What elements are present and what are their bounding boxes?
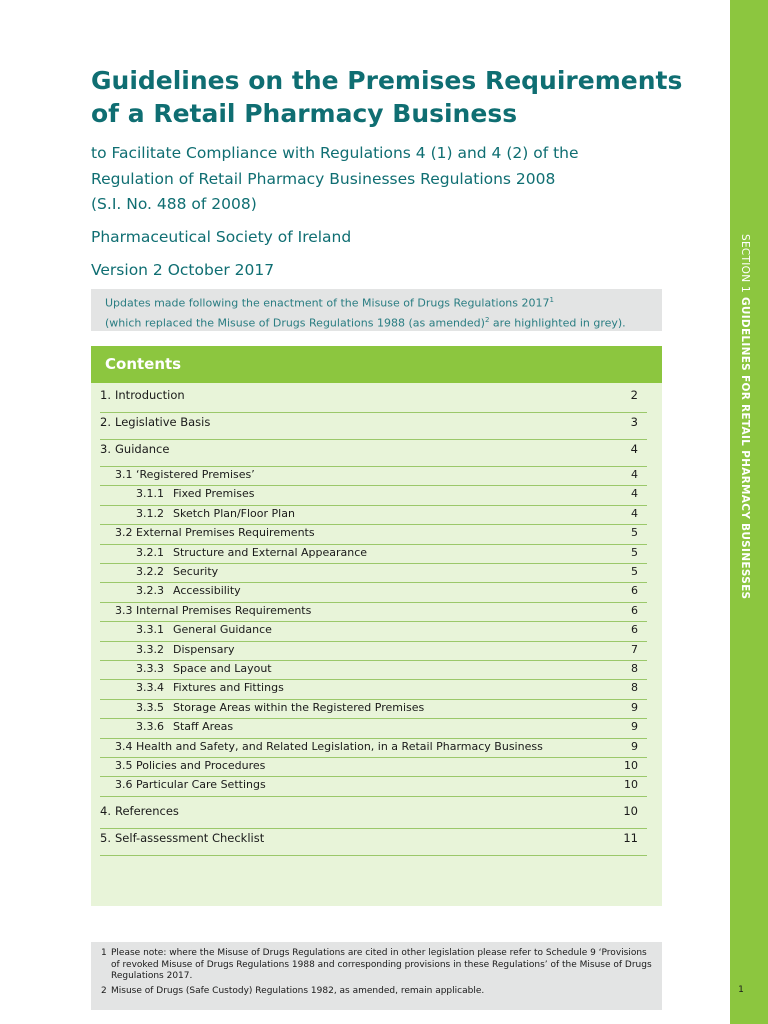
toc-page: 5 [631,526,638,540]
toc-number: 3.6 [115,778,133,792]
toc-row[interactable] [100,680,647,699]
toc-label: External Premises Requirements [136,526,315,540]
footnote-text: Please note: where the Misuse of Drugs Regulations are cited in other legislation please refer to Schedule 9 ‘Provisions of revoked Misuse of Drugs Regulations 1988 and corresponding provisions in these Regulations’ of the Misuse of Drugs Regulations 2017. [111,948,652,981]
document-title [91,64,711,130]
toc-label: Space and Layout [173,662,272,675]
toc-number: 3.1.1 [136,487,164,501]
toc-label: Policies and Procedures [136,759,266,772]
toc-page: 10 [624,778,638,792]
subtitle-line: to Facilitate Compliance with Regulations 4 (1) and 4 (2) of the [91,144,579,162]
toc-row[interactable] [100,486,647,505]
toc-number: 4. [100,803,111,818]
organisation-name: Pharmaceutical Society of Ireland [91,228,352,246]
toc-label: Health and Safety, and Related Legislation, in a Retail Pharmacy Business [136,739,543,753]
toc-label: Guidance [115,442,170,456]
toc-label: References [115,803,179,818]
toc-label: ‘Registered Premises’ [136,468,255,481]
toc-page: 11 [623,830,638,845]
page-number: 1 [738,985,744,995]
toc-label: Particular Care Settings [136,778,266,792]
toc-page: 5 [631,565,638,578]
toc-row[interactable] [100,829,647,856]
toc-page: 7 [631,642,638,656]
toc-row[interactable] [100,777,647,796]
toc-label: Accessibility [173,584,241,598]
toc-number: 3.3.6 [136,720,164,734]
toc-page: 6 [631,623,638,637]
toc-row[interactable] [100,758,647,777]
toc-label: Security [173,565,219,578]
toc-row[interactable] [100,700,647,719]
toc-number: 3.3 [115,603,133,617]
toc-row[interactable] [100,440,647,467]
toc-page: 6 [631,603,638,617]
toc-number: 3. [100,442,111,456]
toc-page: 9 [631,700,638,714]
toc-label: Legislative Basis [115,415,211,429]
footnote [101,986,652,998]
toc-row[interactable] [100,802,647,829]
toc-number: 3.3.3 [136,662,164,675]
toc-label: Dispensary [173,642,235,656]
toc-label: Staff Areas [173,720,234,734]
toc-page: 5 [631,545,638,559]
toc-label: General Guidance [173,623,272,637]
section-label [733,234,757,600]
footnote-text: Misuse of Drugs (Safe Custody) Regulations 1982, as amended, remain applicable. [111,985,485,996]
section-title: GUIDELINES FOR RETAIL PHARMACY BUSINESSES [739,296,751,600]
toc-number: 3.1.2 [136,506,164,520]
updates-text: are highlighted in grey). [489,316,626,330]
toc-number: 2. [100,415,111,429]
toc-row[interactable] [100,603,647,622]
footnote-number: 2 [101,985,107,996]
toc-number: 3.1 [115,468,133,481]
toc-number: 3.3.5 [136,700,164,714]
toc-label: Introduction [115,388,185,402]
toc-number: 3.2.3 [136,584,164,598]
toc-number: 1. [100,388,111,402]
toc-row[interactable] [100,583,647,602]
contents-panel [91,346,662,906]
section-number: SECTION 1 [739,234,751,293]
toc-number: 3.3.1 [136,623,164,637]
toc-number: 5. [100,830,111,845]
toc-row[interactable] [100,545,647,564]
toc-label: Structure and External Appearance [173,545,368,559]
toc-row[interactable] [100,661,647,680]
toc-row[interactable] [100,719,647,738]
toc-number: 3.2.2 [136,565,164,578]
toc-label: Storage Areas within the Registered Premises [173,700,425,714]
toc-row[interactable] [100,413,647,440]
toc-page: 4 [631,506,638,520]
toc-page: 10 [624,759,638,772]
toc-number: 3.5 [115,759,133,772]
toc-row[interactable] [100,506,647,525]
toc-page: 9 [631,739,638,753]
toc-row[interactable] [100,564,647,583]
updates-note [91,289,662,331]
toc-page: 2 [630,388,638,402]
toc-number: 3.3.2 [136,642,164,656]
toc-number: 3.2.1 [136,545,164,559]
toc-page: 10 [623,803,638,818]
document-subtitle [91,141,711,218]
toc-label: Self-assessment Checklist [115,830,265,845]
footnote-ref: 1 [549,296,554,304]
footnotes [91,942,662,1010]
toc-row[interactable] [100,642,647,661]
toc-label: Fixed Premises [173,487,255,501]
footnote-ref: 2 [484,315,490,324]
toc-number: 3.2 [115,526,133,540]
toc-page: 4 [631,487,638,501]
toc-row[interactable] [100,467,647,486]
subtitle-line: (S.I. No. 488 of 2008) [91,195,257,213]
toc-number: 3.3.4 [136,681,164,695]
footnote-number: 1 [101,948,107,958]
toc-number: 3.4 [115,739,133,753]
title-line-2: of a Retail Pharmacy Business [91,99,518,128]
toc-page: 3 [630,415,638,429]
toc-row[interactable] [100,525,647,544]
toc-row[interactable] [100,386,647,413]
toc-label: Fixtures and Fittings [173,681,284,695]
toc-row[interactable] [100,739,647,758]
toc-page: 8 [631,681,638,695]
toc-label: Internal Premises Requirements [136,603,312,617]
toc-page: 4 [630,442,638,456]
toc-row[interactable] [100,622,647,641]
contents-heading: Contents [91,346,662,383]
footnote [101,948,652,983]
subtitle-line: Regulation of Retail Pharmacy Businesses Regulations 2008 [91,169,556,188]
toc-page: 4 [631,468,638,481]
toc-page: 9 [631,720,638,734]
document-version: Version 2 October 2017 [91,261,275,279]
updates-text: (which replaced the Misuse of Drugs Regulations 1988 (as amended) [105,316,485,330]
toc-page: 8 [631,662,638,675]
title-line-1: Guidelines on the Premises Requirements [91,66,683,95]
toc-label: Sketch Plan/Floor Plan [173,506,295,520]
updates-text: Updates made following the enactment of the Misuse of Drugs Regulations 2017 [105,296,550,310]
toc-page: 6 [631,584,638,598]
